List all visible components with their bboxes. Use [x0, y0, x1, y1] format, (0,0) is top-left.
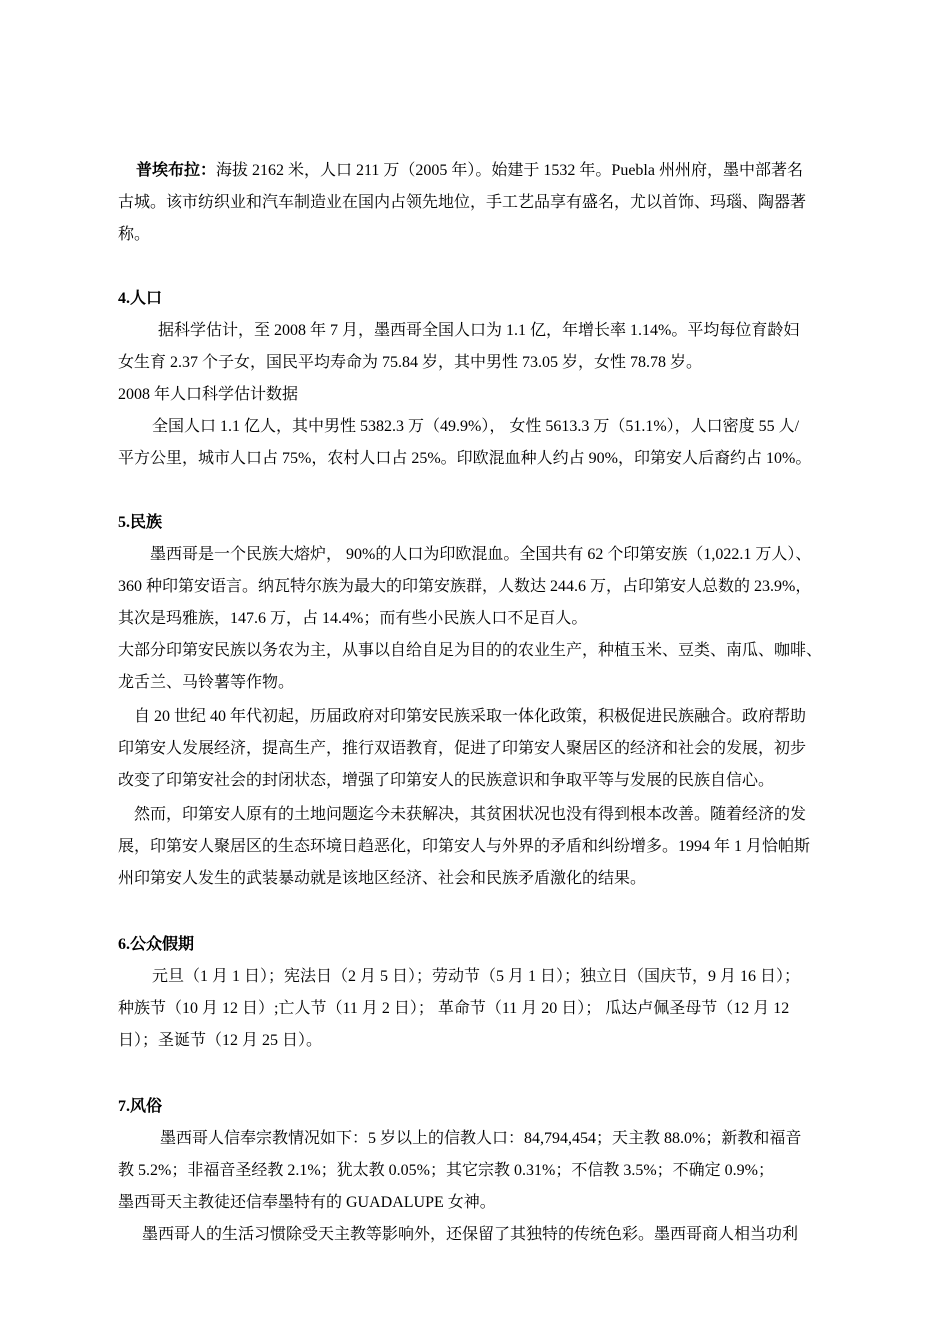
- population-line-3: 2008 年人口科学估计数据: [118, 386, 299, 403]
- holidays-line-2: 种族节（10 月 12 日）;亡人节（11 月 2 日）； 革命节（11 月 20 日）； 瓜达卢佩圣母节（12 月 12: [118, 1000, 790, 1017]
- puebla-text-1: 海拔 2162 米，人口 211 万（2005 年）。始建于 1532 年。Puebla 州州府，墨中部著名: [216, 162, 803, 179]
- population-line-1: 据科学估计，至 2008 年 7 月，墨西哥全国人口为 1.1 亿，年增长率 1.14%。平均每位育龄妇: [158, 322, 800, 339]
- puebla-lead: 普埃布拉：: [136, 162, 217, 179]
- population-line-2: 女生育 2.37 个子女，国民平均寿命为 75.84 岁，其中男性 73.05 岁，女性 78.78 岁。: [118, 354, 703, 371]
- customs-line-4: 墨西哥人的生活习惯除受天主教等影响外，还保留了其独特的传统色彩。墨西哥商人相当功利: [142, 1226, 799, 1243]
- holidays-line-3: 日）；圣诞节（12 月 25 日）。: [118, 1032, 323, 1049]
- population-line-4: 全国人口 1.1 亿人，其中男性 5382.3 万（49.9%）， 女性 5613.3 万（51.1%），人口密度 55 人/: [152, 418, 800, 435]
- customs-line-1: 墨西哥人信奉宗教情况如下：5 岁以上的信教人口：84,794,454；天主教 88.0%；新教和福音: [160, 1130, 802, 1147]
- ethnic-line-1: 墨西哥是一个民族大熔炉， 90%的人口为印欧混血。全国共有 62 个印第安族（1,022.1 万人）、: [150, 546, 812, 563]
- ethnic-line-3: 其次是玛雅族，147.6 万，占 14.4%；而有些小民族人口不足百人。: [118, 610, 588, 627]
- puebla-line-3: 称。: [118, 226, 151, 243]
- ethnic-line-9: 然而，印第安人原有的土地问题迄今未获解决，其贫困状况也没有得到根本改善。随着经济的发: [134, 806, 807, 823]
- heading-ethnic: 5.民族: [118, 514, 163, 531]
- customs-line-3: 墨西哥天主教徒还信奉墨特有的 GUADALUPE 女神。: [118, 1194, 496, 1211]
- ethnic-line-4: 大部分印第安民族以务农为主，从事以自给自足为目的的农业生产，种植玉米、豆类、南瓜、咖啡、: [118, 642, 823, 659]
- heading-population: 4.人口: [118, 290, 163, 307]
- ethnic-line-10: 展，印第安人聚居区的生态环境日趋恶化，印第安人与外界的矛盾和纠纷增多。1994 年 1 月恰帕斯: [118, 838, 811, 855]
- puebla-line-2: 古城。该市纺织业和汽车制造业在国内占领先地位，手工艺品享有盛名，尤以首饰、玛瑙、陶器著: [118, 194, 807, 211]
- ethnic-line-7: 印第安人发展经济，提高生产，推行双语教育，促进了印第安人聚居区的经济和社会的发展，初步: [118, 740, 807, 757]
- heading-customs: 7.风俗: [118, 1098, 163, 1115]
- ethnic-line-11: 州印第安人发生的武装暴动就是该地区经济、社会和民族矛盾激化的结果。: [118, 870, 647, 887]
- puebla-line-1: [136, 155, 866, 187]
- ethnic-line-8: 改变了印第安社会的封闭状态，增强了印第安人的民族意识和争取平等与发展的民族自信心。: [118, 772, 775, 789]
- heading-holidays: 6.公众假期: [118, 936, 195, 953]
- customs-line-2: 教 5.2%；非福音圣经教 2.1%；犹太教 0.05%；其它宗教 0.31%；不信教 3.5%；不确定 0.9%；: [118, 1162, 774, 1179]
- ethnic-line-2: 360 种印第安语言。纳瓦特尔族为最大的印第安族群，人数达 244.6 万，占印第安人总数的 23.9%，: [118, 578, 812, 595]
- holidays-line-1: 元旦（1 月 1 日）；宪法日（2 月 5 日）；劳动节（5 月 1 日）；独立日（国庆节，9 月 16 日）；: [152, 968, 801, 985]
- ethnic-line-5: 龙舌兰、马铃薯等作物。: [118, 674, 295, 691]
- population-line-5: 平方公里，城市人口占 75%，农村人口占 25%。印欧混血种人约占 90%，印第安人后裔约占 10%。: [118, 450, 812, 467]
- ethnic-line-6: 自 20 世纪 40 年代初起，历届政府对印第安民族采取一体化政策，积极促进民族融合。政府帮助: [134, 708, 807, 725]
